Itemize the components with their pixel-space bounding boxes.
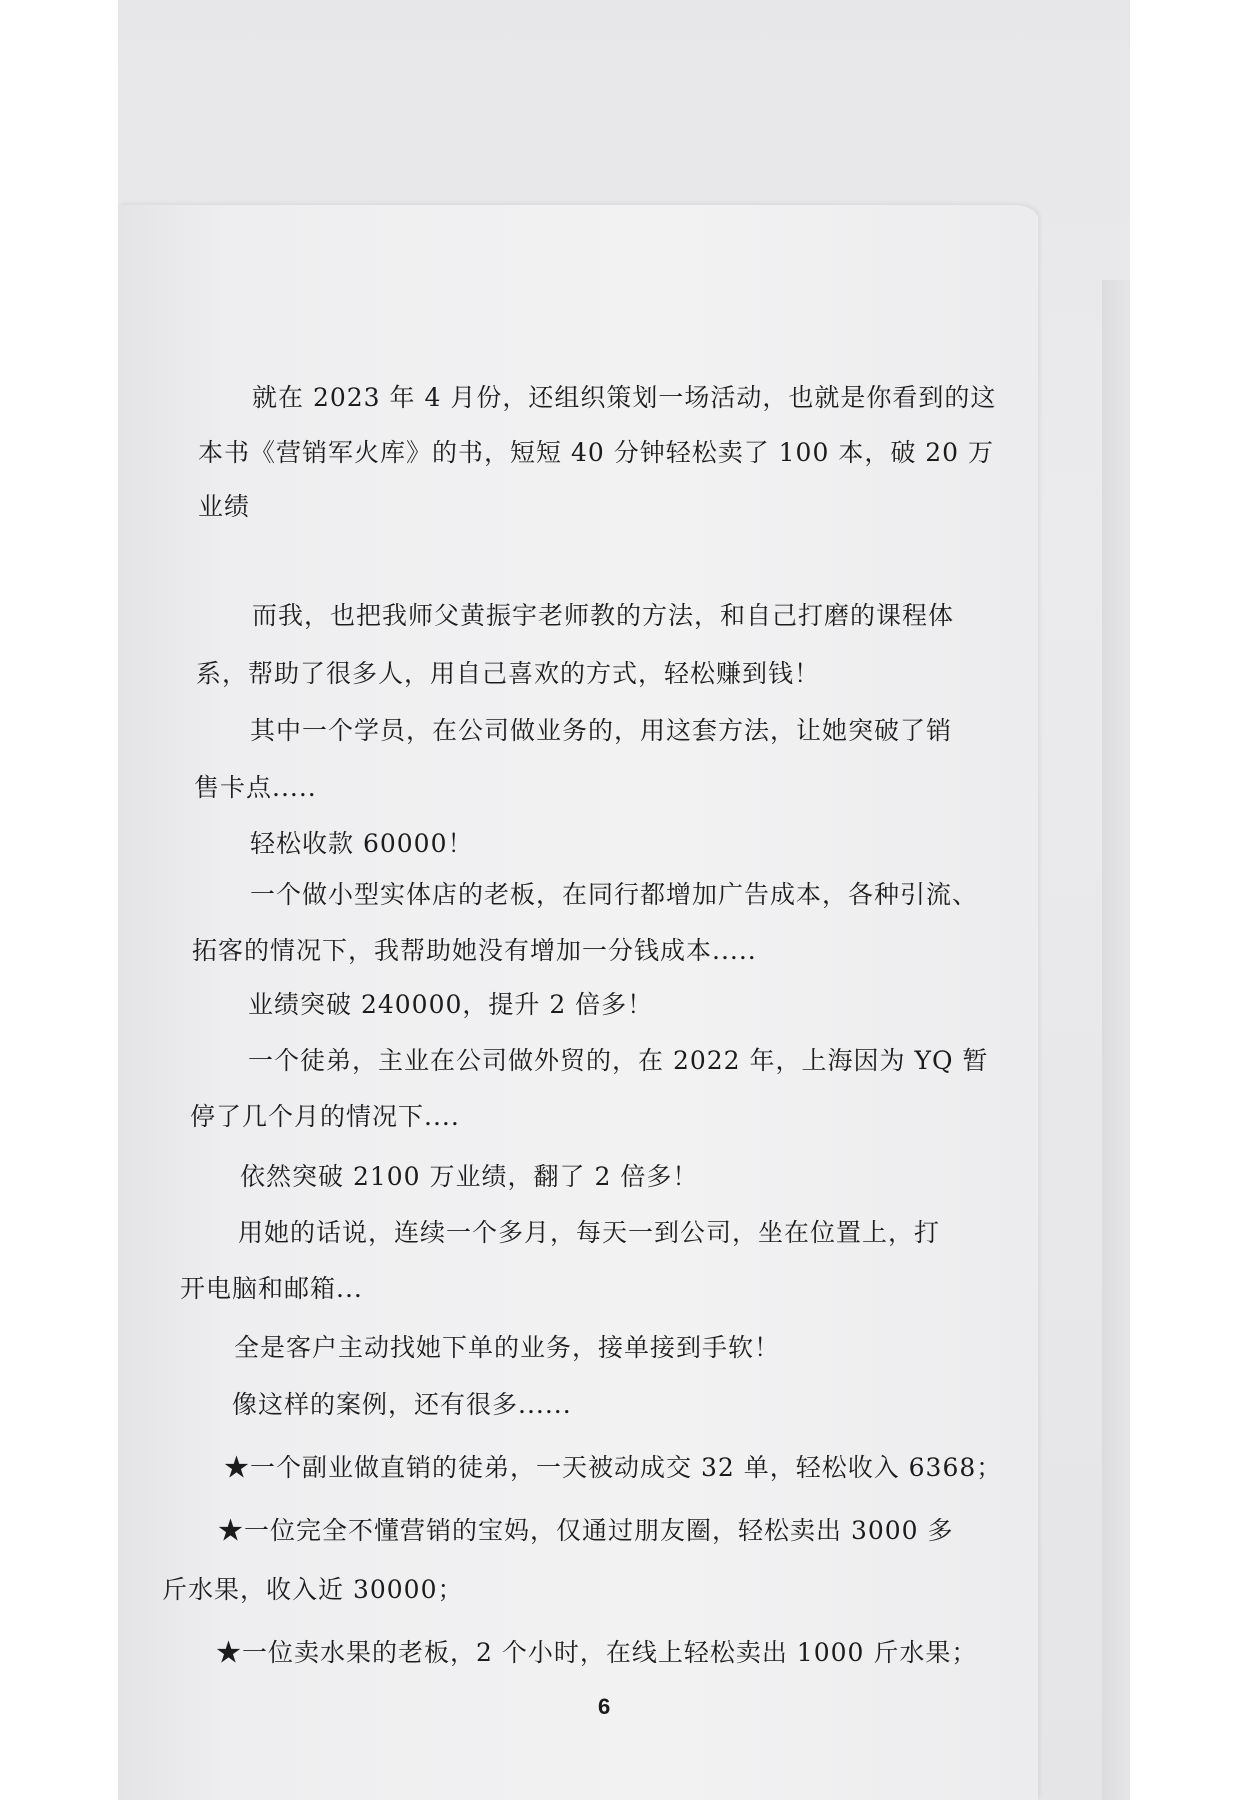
text-line: 停了几个月的情况下.... <box>190 1102 460 1131</box>
text-line: 全是客户主动找她下单的业务，接单接到手软！ <box>234 1333 781 1362</box>
text-line: 业绩 <box>198 492 251 521</box>
adjacent-page-edge <box>1102 280 1130 1800</box>
text-line: 依然突破 2100 万业绩，翻了 2 倍多！ <box>240 1162 699 1191</box>
page-number: 6 <box>598 1694 611 1719</box>
text-line: 本书《营销军火库》的书，短短 40 分钟轻松卖了 100 本，破 20 万 <box>198 438 995 467</box>
text-line: 开电脑和邮箱... <box>180 1274 363 1303</box>
text-line: 像这样的案例，还有很多...... <box>232 1390 572 1419</box>
text-line: 一个徒弟，主业在公司做外贸的，在 2022 年，上海因为 YQ 暂 <box>248 1046 989 1075</box>
text-line: 拓客的情况下，我帮助她没有增加一分钱成本..... <box>192 936 757 965</box>
text-line: 轻松收款 60000！ <box>250 829 474 858</box>
text-line: 就在 2023 年 4 月份，还组织策划一场活动，也就是你看到的这 <box>252 383 997 412</box>
text-line: 业绩突破 240000，提升 2 倍多！ <box>248 990 654 1019</box>
text-line: 售卡点..... <box>194 773 317 802</box>
text-line: 斤水果，收入近 30000； <box>162 1575 464 1604</box>
text-line: ★一位卖水果的老板，2 个小时，在线上轻松卖出 1000 斤水果； <box>216 1638 978 1667</box>
text-line: 用她的话说，连续一个多月，每天一到公司，坐在位置上，打 <box>238 1218 941 1247</box>
text-line: ★一位完全不懂营销的宝妈，仅通过朋友圈，轻松卖出 3000 多 <box>218 1516 954 1545</box>
text-line: 系，帮助了很多人，用自己喜欢的方式，轻松赚到钱！ <box>196 659 821 688</box>
text-line: 其中一个学员，在公司做业务的，用这套方法，让她突破了销 <box>250 716 953 745</box>
text-line: 一个做小型实体店的老板，在同行都增加广告成本，各种引流、 <box>250 880 979 909</box>
text-line: 而我，也把我师父黄振宇老师教的方法，和自己打磨的课程体 <box>252 601 955 630</box>
text-line: ★一个副业做直销的徒弟，一天被动成交 32 单，轻松收入 6368； <box>224 1453 1003 1482</box>
